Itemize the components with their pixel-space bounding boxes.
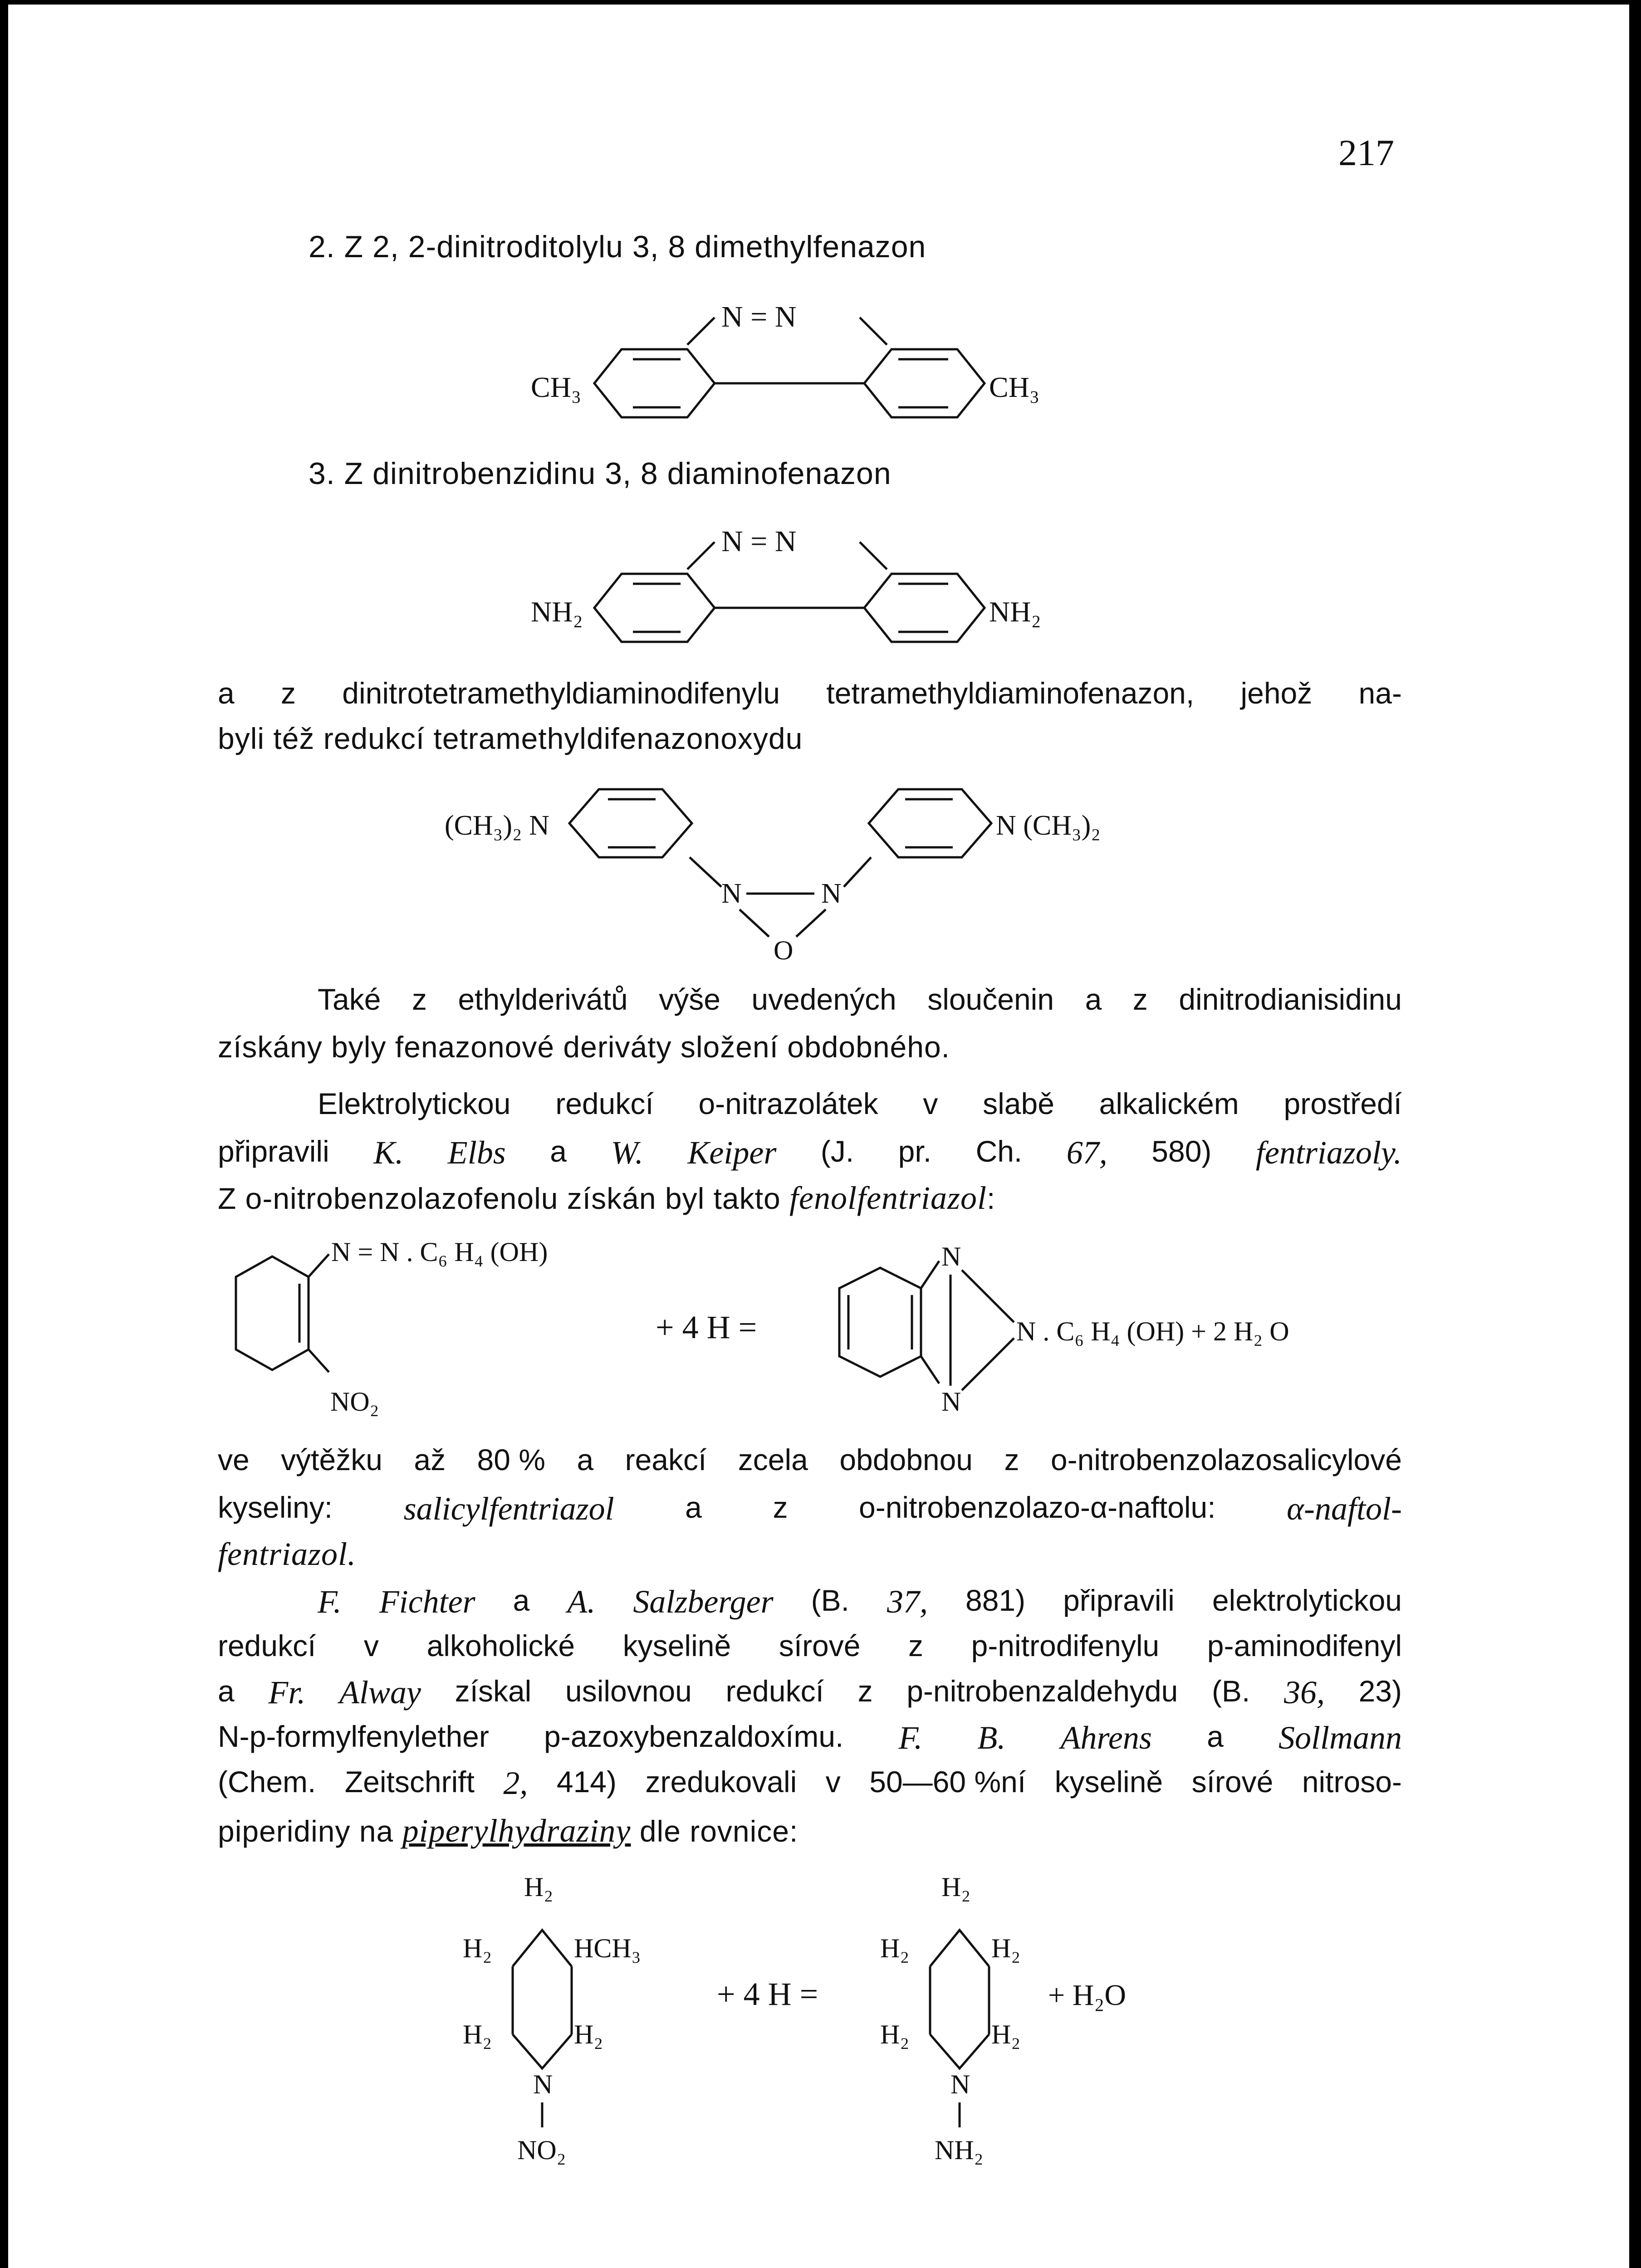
- paragraph-5-line-3: a Fr. Alway získal usilovnou redukcí z p-nitrobenzaldehydu (B. 36, 23): [218, 1674, 1402, 1711]
- nitro-label: NO₂: [330, 1387, 379, 1417]
- fentriazol-reaction: [213, 1229, 1438, 1442]
- amino-substituent-label: NH₂: [935, 2135, 984, 2165]
- paragraph-4-line-1: ve výtěžku až 80 % a reakcí zcela obdobnou z o-nitrobenzolazosalicylové: [218, 1443, 1402, 1476]
- nitrogen-left-label: N: [721, 878, 742, 909]
- left-ring-h2-label: H₂: [463, 1933, 492, 1963]
- item-3-heading: 3. Z dinitrobenzidinu 3, 8 diaminofenazon: [309, 456, 892, 491]
- page-number: 217: [1338, 132, 1394, 173]
- paragraph-3-line-1: Elektrolytickou redukcí o-nitrazolátek v slabě alkalickém prostředí: [318, 1087, 1402, 1120]
- plus-4h-label: + 4 H =: [717, 1976, 818, 2012]
- benzene-ring-left: [236, 1256, 309, 1370]
- paragraph-5-line-1: F. Fichter a A. Salzberger (B. 37, 881) připravili elektrolytickou: [318, 1584, 1402, 1620]
- right-ring-top-h2-label: H₂: [941, 1872, 971, 1902]
- tetramethyldifenazonoxyd-structure: [445, 771, 1216, 971]
- paragraph-2-line-1: Také z ethylderivátů výše uvedených sloučenin a z dinitrodianisidinu: [318, 982, 1402, 1016]
- amino-right-label: NH₂: [989, 596, 1041, 628]
- product-tail-label: N . C₆ H₄ (OH) + 2 H₂ O: [1016, 1316, 1289, 1346]
- paragraph-2-line-2: získány byly fenazonové deriváty složení obdobného.: [218, 1030, 950, 1064]
- right-ring-nitrogen-label: N: [950, 2069, 970, 2099]
- plus-water-label: + H₂O: [1048, 1979, 1127, 2012]
- right-ring-h2-label: H₂: [880, 1933, 910, 1963]
- right-ring-h2-label: H₂: [991, 1933, 1021, 1963]
- azo-substituent-label: N = N . C₆ H₄ (OH): [331, 1237, 548, 1267]
- right-ring-h2-label: H₂: [991, 2019, 1021, 2049]
- paragraph-5-line-5: (Chem. Zeitschrift 2, 414) zredukovali v 50—60 %ní kyselině sírové nitroso-: [218, 1765, 1402, 1801]
- left-ring-nitrogen-label: N: [533, 2069, 553, 2099]
- azo-bridge-label: N = N: [721, 525, 797, 558]
- nitrogen-right-label: N: [821, 878, 842, 909]
- nitro-substituent-label: NO₂: [517, 2135, 566, 2165]
- paragraph-5-line-6: piperidiny na piperylhydraziny dle rovnice:: [218, 1813, 798, 1849]
- methyl-right-label: CH₃: [989, 371, 1040, 403]
- paragraph-3-line-3: Z o-nitrobenzolazofenolu získán byl takto fenolfentriazol:: [218, 1180, 996, 1216]
- plus-4h-label: + 4 H =: [656, 1309, 757, 1345]
- oxygen-label: O: [774, 935, 794, 965]
- right-ring-h2-label: H₂: [880, 2019, 910, 2049]
- dimethylamino-right-label: N (CH₃)₂: [996, 810, 1101, 841]
- left-ring-h2-label: H₂: [463, 2019, 492, 2049]
- paragraph-3-line-2: připravili K. Elbs a W. Keiper (J. pr. Ch. 67, 580) fentriazoly.: [218, 1134, 1402, 1171]
- benzene-ring-right: [839, 1268, 921, 1377]
- azo-bridge-label: N = N: [721, 300, 797, 333]
- diaminofenazon-structure: [531, 515, 1121, 665]
- paragraph-4-line-2: kyseliny: salicylfentriazol a z o-nitrobenzolazo-α-naftolu: α-naftol-: [218, 1491, 1402, 1527]
- dimethylamino-left-label: (CH₃)₂ N: [445, 810, 549, 841]
- item-2-heading: 2. Z 2, 2-dinitroditolylu 3, 8 dimethylfenazon: [309, 230, 926, 264]
- amino-left-label: NH₂: [531, 596, 583, 628]
- paragraph-4-line-3: fentriazol.: [218, 1536, 357, 1572]
- nitrogen-bottom-label: N: [941, 1387, 961, 1417]
- left-ring-top-h2-label: H₂: [524, 1872, 554, 1902]
- paragraph-1-line-1: a z dinitrotetramethyldiaminodifenylu tetramethyldiaminofenazon, jehož na-: [218, 676, 1402, 710]
- left-ring-hch3-label: HCH₃: [574, 1933, 641, 1963]
- methyl-left-label: CH₃: [531, 371, 582, 403]
- piperylhydrazine-reaction: [445, 1869, 1239, 2214]
- left-ring-h2-label: H₂: [574, 2019, 603, 2049]
- paragraph-5-line-4: N-p-formylfenylether p-azoxybenzaldoxímu. F. B. Ahrens a Sollmann: [218, 1720, 1402, 1756]
- dimethylfenazon-structure: [531, 290, 1121, 440]
- paragraph-1-line-2: byli též redukcí tetramethyldifenazonoxydu: [218, 722, 803, 755]
- paragraph-5-line-2: redukcí v alkoholické kyselině sírové z p-nitrodifenylu p-aminodifenyl: [218, 1629, 1402, 1662]
- nitrogen-top-label: N: [941, 1242, 961, 1271]
